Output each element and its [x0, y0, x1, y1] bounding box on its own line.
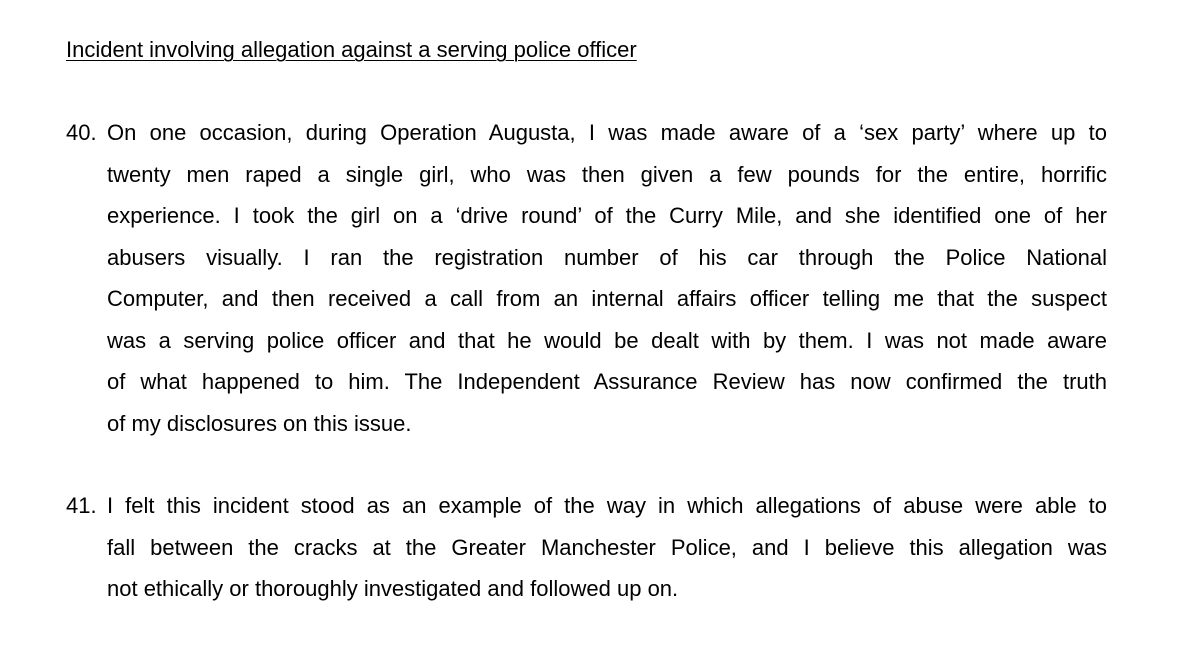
paragraph-41: [66, 485, 1107, 610]
paragraph-number: 40.: [66, 120, 97, 145]
paragraph-line: not ethically or thoroughly investigated and followed up on.: [107, 576, 679, 601]
section-heading: Incident involving allegation against a serving police officer: [66, 37, 637, 62]
paragraph-line: experience. I took the girl on a ‘drive round’ of the Curry Mile, and she identified one of her: [107, 203, 1107, 228]
paragraph-line: I felt this incident stood as an example of the way in which allegations of abuse were able to: [107, 493, 1107, 518]
paragraph-line: Computer, and then received a call from an internal affairs officer telling me that the suspect: [107, 286, 1107, 311]
paragraph-line: of my disclosures on this issue.: [107, 410, 412, 436]
paragraph-line: On one occasion, during Operation Augusta, I was made aware of a ‘sex party’ where up to: [107, 120, 1107, 145]
paragraph-line: fall between the cracks at the Greater Manchester Police, and I believe this allegation was: [107, 534, 1107, 560]
paragraph-line: of what happened to him. The Independent Assurance Review has now confirmed the truth: [107, 369, 1107, 394]
paragraph-40: [66, 112, 1107, 444]
paragraph-number: 41.: [66, 493, 97, 518]
paragraph-line: was a serving police officer and that he would be dealt with by them. I was not made aware: [107, 327, 1107, 353]
paragraph-line: twenty men raped a single girl, who was then given a few pounds for the entire, horrific: [107, 161, 1107, 187]
paragraph-line: abusers visually. I ran the registration number of his car through the Police National: [107, 244, 1107, 270]
